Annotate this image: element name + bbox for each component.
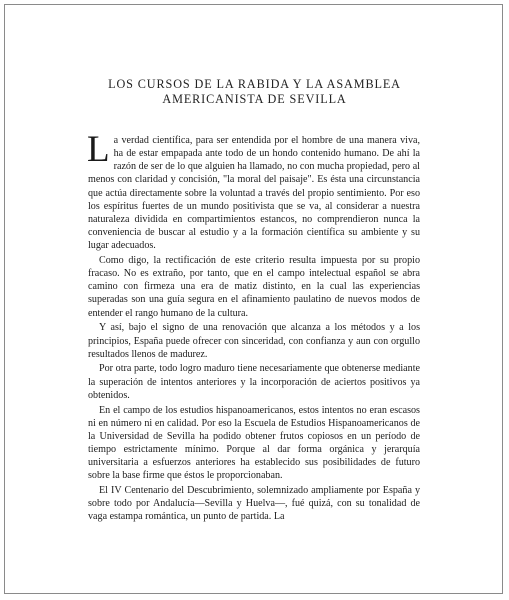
title-line-2: AMERICANISTA DE SEVILLA <box>162 92 347 106</box>
paragraph-3: Y así, bajo el signo de una renovación que alcanza a los métodos y a los principios, España puede ofrecer con sinceridad, con confianza y aun con orgullo resultados llenos de madurez. <box>88 322 420 360</box>
drop-cap: L <box>87 129 110 170</box>
paragraph-6: El IV Centenario del Descubrimiento, solemnizado ampliamente por España y sobre todo por Andalucía—Sevilla y Huelva—, fué quizá, con su tonalidad de vaga estampa romántica, un punto de partida. La <box>88 485 420 523</box>
article-title <box>0 77 509 107</box>
paragraph-2: Como digo, la rectificación de este criterio resulta impuesta por su propio fracaso. No es extraño, por tanto, que en el campo intelectual español se abra camino con firmeza una era de matiz distinto, en la cual las experiencias superadas son una guía segura en el afinamiento paulatino de nuevos modos de entender el rango humano de la cultura. <box>88 255 420 319</box>
paragraph-4: Por otra parte, todo logro maduro tiene necesariamente que obtenerse mediante la superación de intentos anteriores y la incorporación de aciertos positivos ya obtenidos. <box>88 363 420 401</box>
paragraph-5: En el campo de los estudios hispanoamericanos, estos intentos no eran escasos ni en número ni en calidad. Por eso la Escuela de Estudios Hispanoamericanos de la Universidad de Sevilla ha podido obtener frutos copiosos en un período de tiempo estrictamente mínimo. Porque al dar forma orgánica y jerarquía universitaria a esfuerzos anteriores ha establecido sus posibilidades de futuro sobre la base firme que éstos le proporcionaban. <box>88 404 420 482</box>
title-line-1: LOS CURSOS DE LA RABIDA Y LA ASAMBLEA <box>108 77 401 91</box>
paragraph-1 <box>87 129 420 252</box>
article-body <box>87 129 420 524</box>
paragraph-1-text: a verdad científica, para ser entendida por el hombre de una manera viva, ha de estar empapada ante todo de un hondo contenido humano. De ahí la razón de ser de lo que alguien ha llamado, no con mucha propiedad, pero al menos con claridad y concisión, "la moral del paisaje". Es ésta una circunstancia que actúa directamente sobre la voluntad a través del propio sentimiento. Por eso los espíritus fuertes de un mundo positivista que se va, al considerar a nuestra naturaleza dividida en compartimientos estancos, no comprendieron nunca la conveniencia de buscar al estudio y a la formación científica su ambiente y su lugar adecuados. <box>88 135 420 252</box>
